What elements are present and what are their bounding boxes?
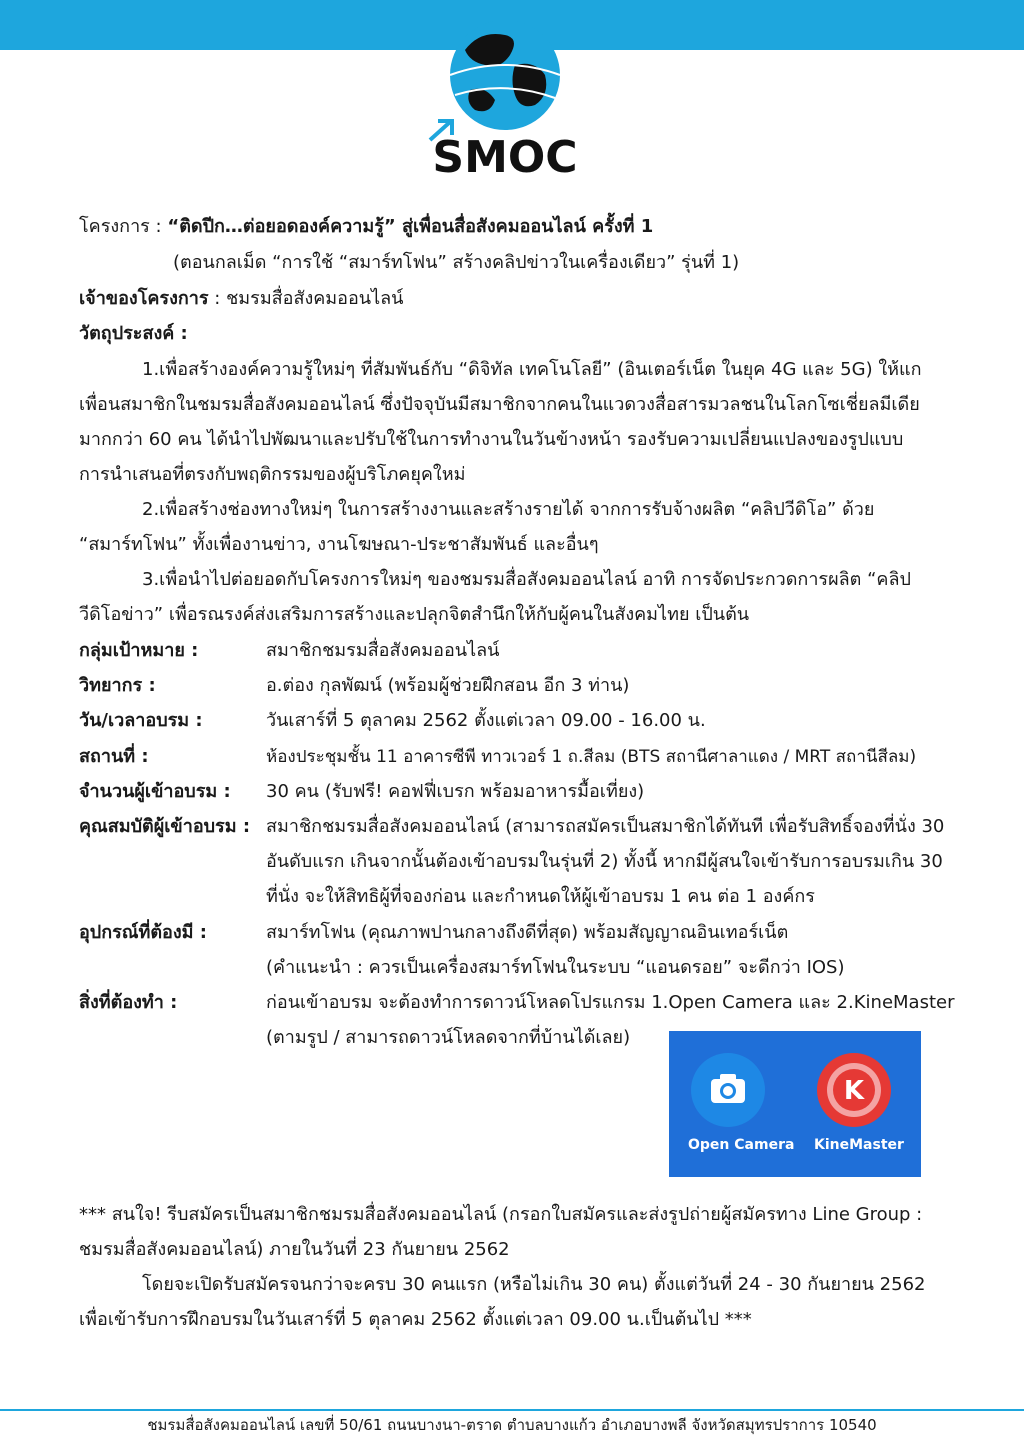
objectives-label: วัตถุประสงค์ :	[79, 323, 188, 344]
owner-value: : ชมรมสื่อสังคมออนไลน์	[208, 288, 404, 309]
app-label: KineMaster	[814, 1137, 904, 1153]
detail-value-target-group: สมาชิกชมรมสื่อสังคมออนไลน์	[266, 640, 500, 661]
detail-label-date: วัน/เวลาอบรม :	[79, 710, 203, 731]
detail-value-equipment: สมาร์ทโฟน (คุณภาพปานกลางถึงดีที่สุด) พร้อมสัญญาณอินเทอร์เน็ต	[266, 922, 789, 943]
detail-value-qualification: อันดับแรก เกินจากนั้นต้องเข้าอบรมในรุ่นที่ 2) ทั้งนี้ หากมีผู้สนใจเข้ารับการอบรมเกิน 30	[266, 851, 943, 872]
detail-value-date: วันเสาร์ที่ 5 ตุลาคม 2562 ตั้งแต่เวลา 09.00 - 16.00 น.	[266, 710, 706, 731]
objective-line: เพื่อนสมาชิกในชมรมสื่อสังคมออนไลน์ ซึ่งปัจจุบันมีสมาชิกจากคนในแวดวงสื่อสารมวลชนในโลกโซเชี่ยลมีเดีย	[79, 394, 920, 415]
detail-value-attendees: 30 คน (รับฟรี! คอฟฟี่เบรก พร้อมอาหารมื้อเที่ยง)	[266, 781, 645, 802]
notice-line: เพื่อเข้ารับการฝึกอบรมในวันเสาร์ที่ 5 ตุลาคม 2562 ตั้งแต่เวลา 09.00 น.เป็นต้นไป ***	[79, 1309, 752, 1330]
project-label: โครงการ :	[79, 216, 168, 237]
app-label: Open Camera	[688, 1137, 795, 1153]
detail-value-todo: (ตามรูป / สามารถดาวน์โหลดจากที่บ้านได้เลย)	[266, 1027, 631, 1048]
app-icons-image	[669, 1031, 921, 1177]
kinemaster-app	[814, 1053, 904, 1153]
owner-line	[79, 284, 403, 314]
objective-line: “สมาร์ทโฟน” ทั้งเพื่องานข่าว, งานโฆษณา-ประชาสัมพันธ์ และอื่นๆ	[79, 534, 599, 555]
detail-label-qualification: คุณสมบัติผู้เข้าอบรม :	[79, 816, 251, 837]
owner-label: เจ้าของโครงการ	[79, 288, 209, 309]
smoc-logo	[410, 10, 600, 180]
objective-line: 1.เพื่อสร้างองค์ความรู้ใหม่ๆ ที่สัมพันธ์กับ “ดิจิทัล เทคโนโลยี” (อินเตอร์เน็ต ในยุค 4G และ 5G) ให้แก	[142, 359, 922, 380]
detail-label-equipment: อุปกรณ์ที่ต้องมี :	[79, 922, 207, 943]
detail-value-equipment: (คำแนะนำ : ควรเป็นเครื่องสมาร์ทโฟนในระบบ “แอนดรอย” จะดีกว่า IOS)	[266, 957, 845, 978]
detail-value-speaker: อ.ต่อง กุลพัฒน์ (พร้อมผู้ช่วยฝึกสอน อีก 3 ท่าน)	[266, 675, 630, 696]
detail-value-qualification: สมาชิกชมรมสื่อสังคมออนไลน์ (สามารถสมัครเป็นสมาชิกได้ทันที เพื่อรับสิทธิ์จองที่นั่ง 30	[266, 816, 945, 837]
detail-label-attendees: จำนวนผู้เข้าอบรม :	[79, 781, 231, 802]
kinemaster-k-icon	[817, 1053, 891, 1127]
svg-text:K: K	[843, 1076, 865, 1106]
footer-divider	[0, 1409, 1024, 1411]
logo-text: SMOC	[432, 132, 578, 180]
footer-address: ชมรมสื่อสังคมออนไลน์ เลขที่ 50/61 ถนนบางนา-ตราด ตำบลบางแก้ว อำเภอบางพลี จังหวัดสมุทรปราการ 10540	[147, 1416, 877, 1434]
detail-value-todo: ก่อนเข้าอบรม จะต้องทำการดาวน์โหลดโปรแกรม 1.Open Camera และ 2.KineMaster	[266, 992, 955, 1013]
notice-line: โดยจะเปิดรับสมัครจนกว่าจะครบ 30 คนแรก (หรือไม่เกิน 30 คน) ตั้งแต่วันที่ 24 - 30 กันยายน 2562	[142, 1274, 926, 1295]
detail-value-qualification: ที่นั่ง จะให้สิทธิผู้ที่จองก่อน และกำหนดให้ผู้เข้าอบรม 1 คน ต่อ 1 องค์กร	[266, 886, 815, 907]
detail-value-venue: ห้องประชุมชั้น 11 อาคารซีพี ทาวเวอร์ 1 ถ.สีลม (BTS สถานีศาลาแดง / MRT สถานีสีลม)	[266, 747, 917, 767]
detail-label-todo: สิ่งที่ต้องทำ :	[79, 992, 178, 1013]
project-line	[79, 212, 653, 242]
objective-line: มากกว่า 60 คน ได้นำไปพัฒนาและปรับใช้ในการทำงานในวันข้างหน้า รองรับความเปลี่ยนแปลงของรูปแบบ	[79, 429, 904, 450]
open-camera-app	[688, 1053, 795, 1153]
project-subtitle: (ตอนกลเม็ด “การใช้ “สมาร์ทโฟน” สร้างคลิปข่าวในเครื่องเดียว” รุ่นที่ 1)	[173, 252, 740, 273]
detail-label-target-group: กลุ่มเป้าหมาย :	[79, 640, 199, 661]
objective-line: 2.เพื่อสร้างช่องทางใหม่ๆ ในการสร้างงานและสร้างรายได้ จากการรับจ้างผลิต “คลิปวีดิโอ” ด้วย	[142, 499, 875, 520]
notice-line: ชมรมสื่อสังคมออนไลน์) ภายในวันที่ 23 กันยายน 2562	[79, 1239, 510, 1260]
objective-line: วีดิโอข่าว” เพื่อรณรงค์ส่งเสริมการสร้างและปลุกจิตสำนึกให้กับผู้คนในสังคมไทย เป็นต้น	[79, 604, 750, 625]
notice-line: *** สนใจ! รีบสมัครเป็นสมาชิกชมรมสื่อสังคมออนไลน์ (กรอกใบสมัครและส่งรูปถ่ายผู้สมัครทาง Line Group :	[79, 1204, 923, 1225]
camera-icon	[691, 1053, 765, 1127]
detail-label-venue: สถานที่ :	[79, 746, 149, 767]
detail-label-speaker: วิทยากร :	[79, 675, 156, 696]
objective-line: การนำเสนอที่ตรงกับพฤติกรรมของผู้บริโภคยุคใหม่	[79, 464, 466, 485]
objective-line: 3.เพื่อนำไปต่อยอดกับโครงการใหม่ๆ ของชมรมสื่อสังคมออนไลน์ อาทิ การจัดประกวดการผลิต “คลิป	[142, 569, 911, 590]
project-title: “ติดปีก…ต่อยอดองค์ความรู้” สู่เพื่อนสื่อสังคมออนไลน์ ครั้งที่ 1	[167, 216, 654, 237]
